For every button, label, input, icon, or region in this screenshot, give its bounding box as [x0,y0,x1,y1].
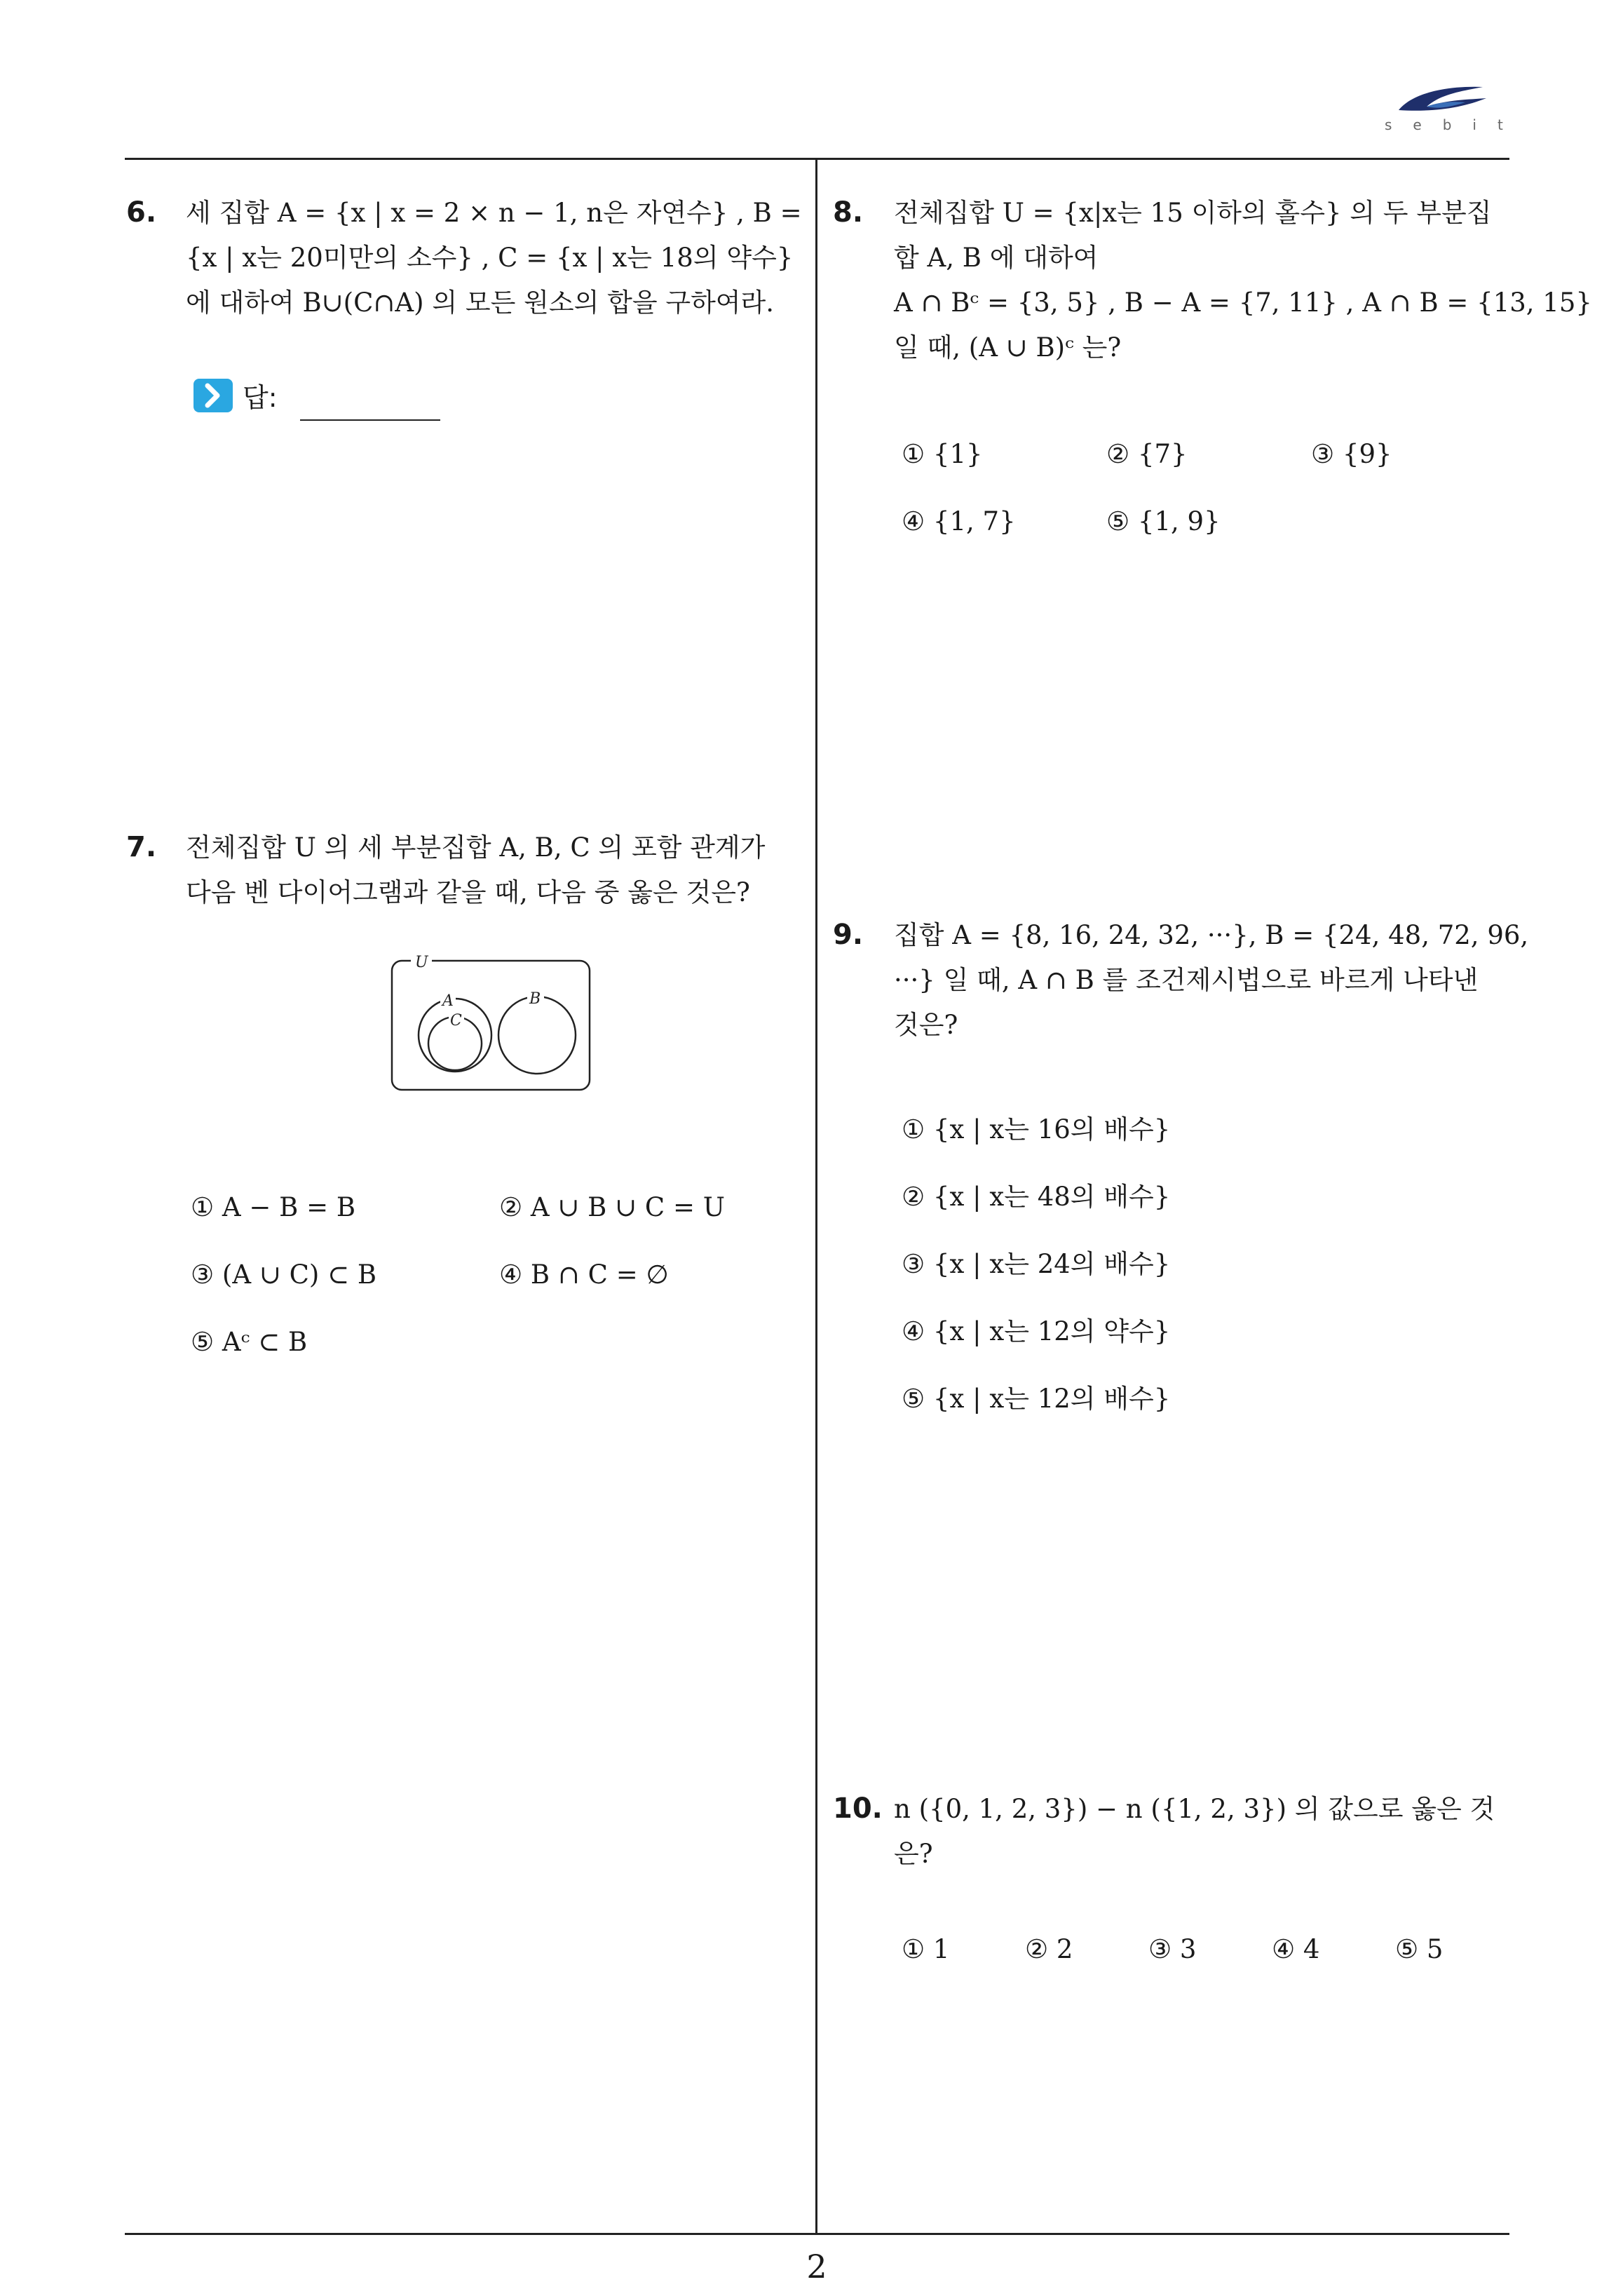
q8-text [894,191,1592,370]
q9-choice[interactable]: ③ {x | x는 24의 배수} [902,1249,1171,1279]
q7-choice[interactable]: ② A ∪ B ∪ C = U [499,1192,725,1222]
q8-line: A ∩ Bᶜ = {3, 5} , B − A = {7, 11} , A ∩ B = {13, 15} [894,288,1592,318]
q10-line: n ({0, 1, 2, 3}) − n ({1, 2, 3}) 의 값으로 옳은 것 [894,1794,1495,1824]
q7-number: 7. [126,831,157,863]
q10-text [894,1787,1495,1877]
q7-line: 다음 벤 다이어그램과 같을 때, 다음 중 옳은 것은? [186,877,750,907]
column-divider [815,158,817,2235]
q7-choice[interactable]: ⑤ Aᶜ ⊂ B [191,1327,308,1357]
q6-line: {x | x는 20미만의 소수} , C = {x | x는 18의 약수} [186,243,794,273]
q8-choice[interactable]: ③ {9} [1311,439,1392,469]
q8-choice[interactable]: ② {7} [1106,439,1188,469]
q9-line: ···} 일 때, A ∩ B 를 조건제시법으로 바르게 나타낸 [894,965,1479,995]
q9-number: 9. [833,919,864,951]
q9-line: 집합 A = {8, 16, 24, 32, ···}, B = {24, 48, 72, 96, [894,920,1529,950]
q10-line: 은? [894,1839,933,1869]
page-number: 2 [806,2248,827,2285]
venn-label-u: U [415,954,428,971]
q10-choice[interactable]: ⑤ 5 [1395,1934,1444,1964]
q9-choice[interactable]: ② {x | x는 48의 배수} [902,1182,1171,1212]
q8-number: 8. [833,196,864,229]
q8-choice[interactable]: ④ {1, 7} [902,506,1016,536]
q10-number: 10. [833,1792,883,1825]
answer-arrow-icon [193,379,233,412]
q10-choice[interactable]: ① 1 [902,1934,950,1964]
q9-choice[interactable]: ① {x | x는 16의 배수} [902,1114,1171,1144]
venn-label-c: C [450,1012,462,1029]
q6-text [186,191,802,325]
q7-choice[interactable]: ④ B ∩ C = ∅ [499,1260,669,1290]
q7-line: 전체집합 U 의 세 부분집합 A, B, C 의 포함 관계가 [186,832,766,863]
q7-choice[interactable]: ③ (A ∪ C) ⊂ B [191,1260,377,1290]
venn-diagram [390,952,593,1093]
venn-set-b [498,997,576,1074]
q6-line: 세 집합 A = {x | x = 2 × n − 1, n은 자연수} , B = [186,198,802,228]
q9-text [894,913,1528,1048]
q9-line: 것은? [894,1010,958,1040]
q10-choice[interactable]: ③ 3 [1148,1934,1197,1964]
q8-line: 일 때, (A ∪ B)ᶜ 는? [894,332,1122,363]
q9-choice[interactable]: ⑤ {x | x는 12의 배수} [902,1384,1171,1414]
q7-text [186,825,765,915]
q7-choice[interactable]: ① A − B = B [191,1192,356,1222]
answer-label: 답: [243,382,278,413]
answer-blank[interactable] [300,419,440,421]
venn-label-a: A [442,992,454,1010]
q6-line: 에 대하여 B∪(C∩A) 의 모든 원소의 합을 구하여라. [186,288,775,318]
q8-choice[interactable]: ⑤ {1, 9} [1106,506,1221,536]
q8-line: 합 A, B 에 대하여 [894,243,1099,273]
q10-choice[interactable]: ② 2 [1025,1934,1073,1964]
q10-choice[interactable]: ④ 4 [1272,1934,1320,1964]
q8-choice[interactable]: ① {1} [902,439,983,469]
footer-rule [125,2233,1509,2235]
venn-label-b: B [529,990,541,1008]
brand-name: sebit [1385,116,1524,133]
q8-line: 전체집합 U = {x|x는 15 이하의 홀수} 의 두 부분집 [894,198,1492,228]
q9-choice[interactable]: ④ {x | x는 12의 약수} [902,1316,1171,1346]
q6-number: 6. [126,196,157,229]
